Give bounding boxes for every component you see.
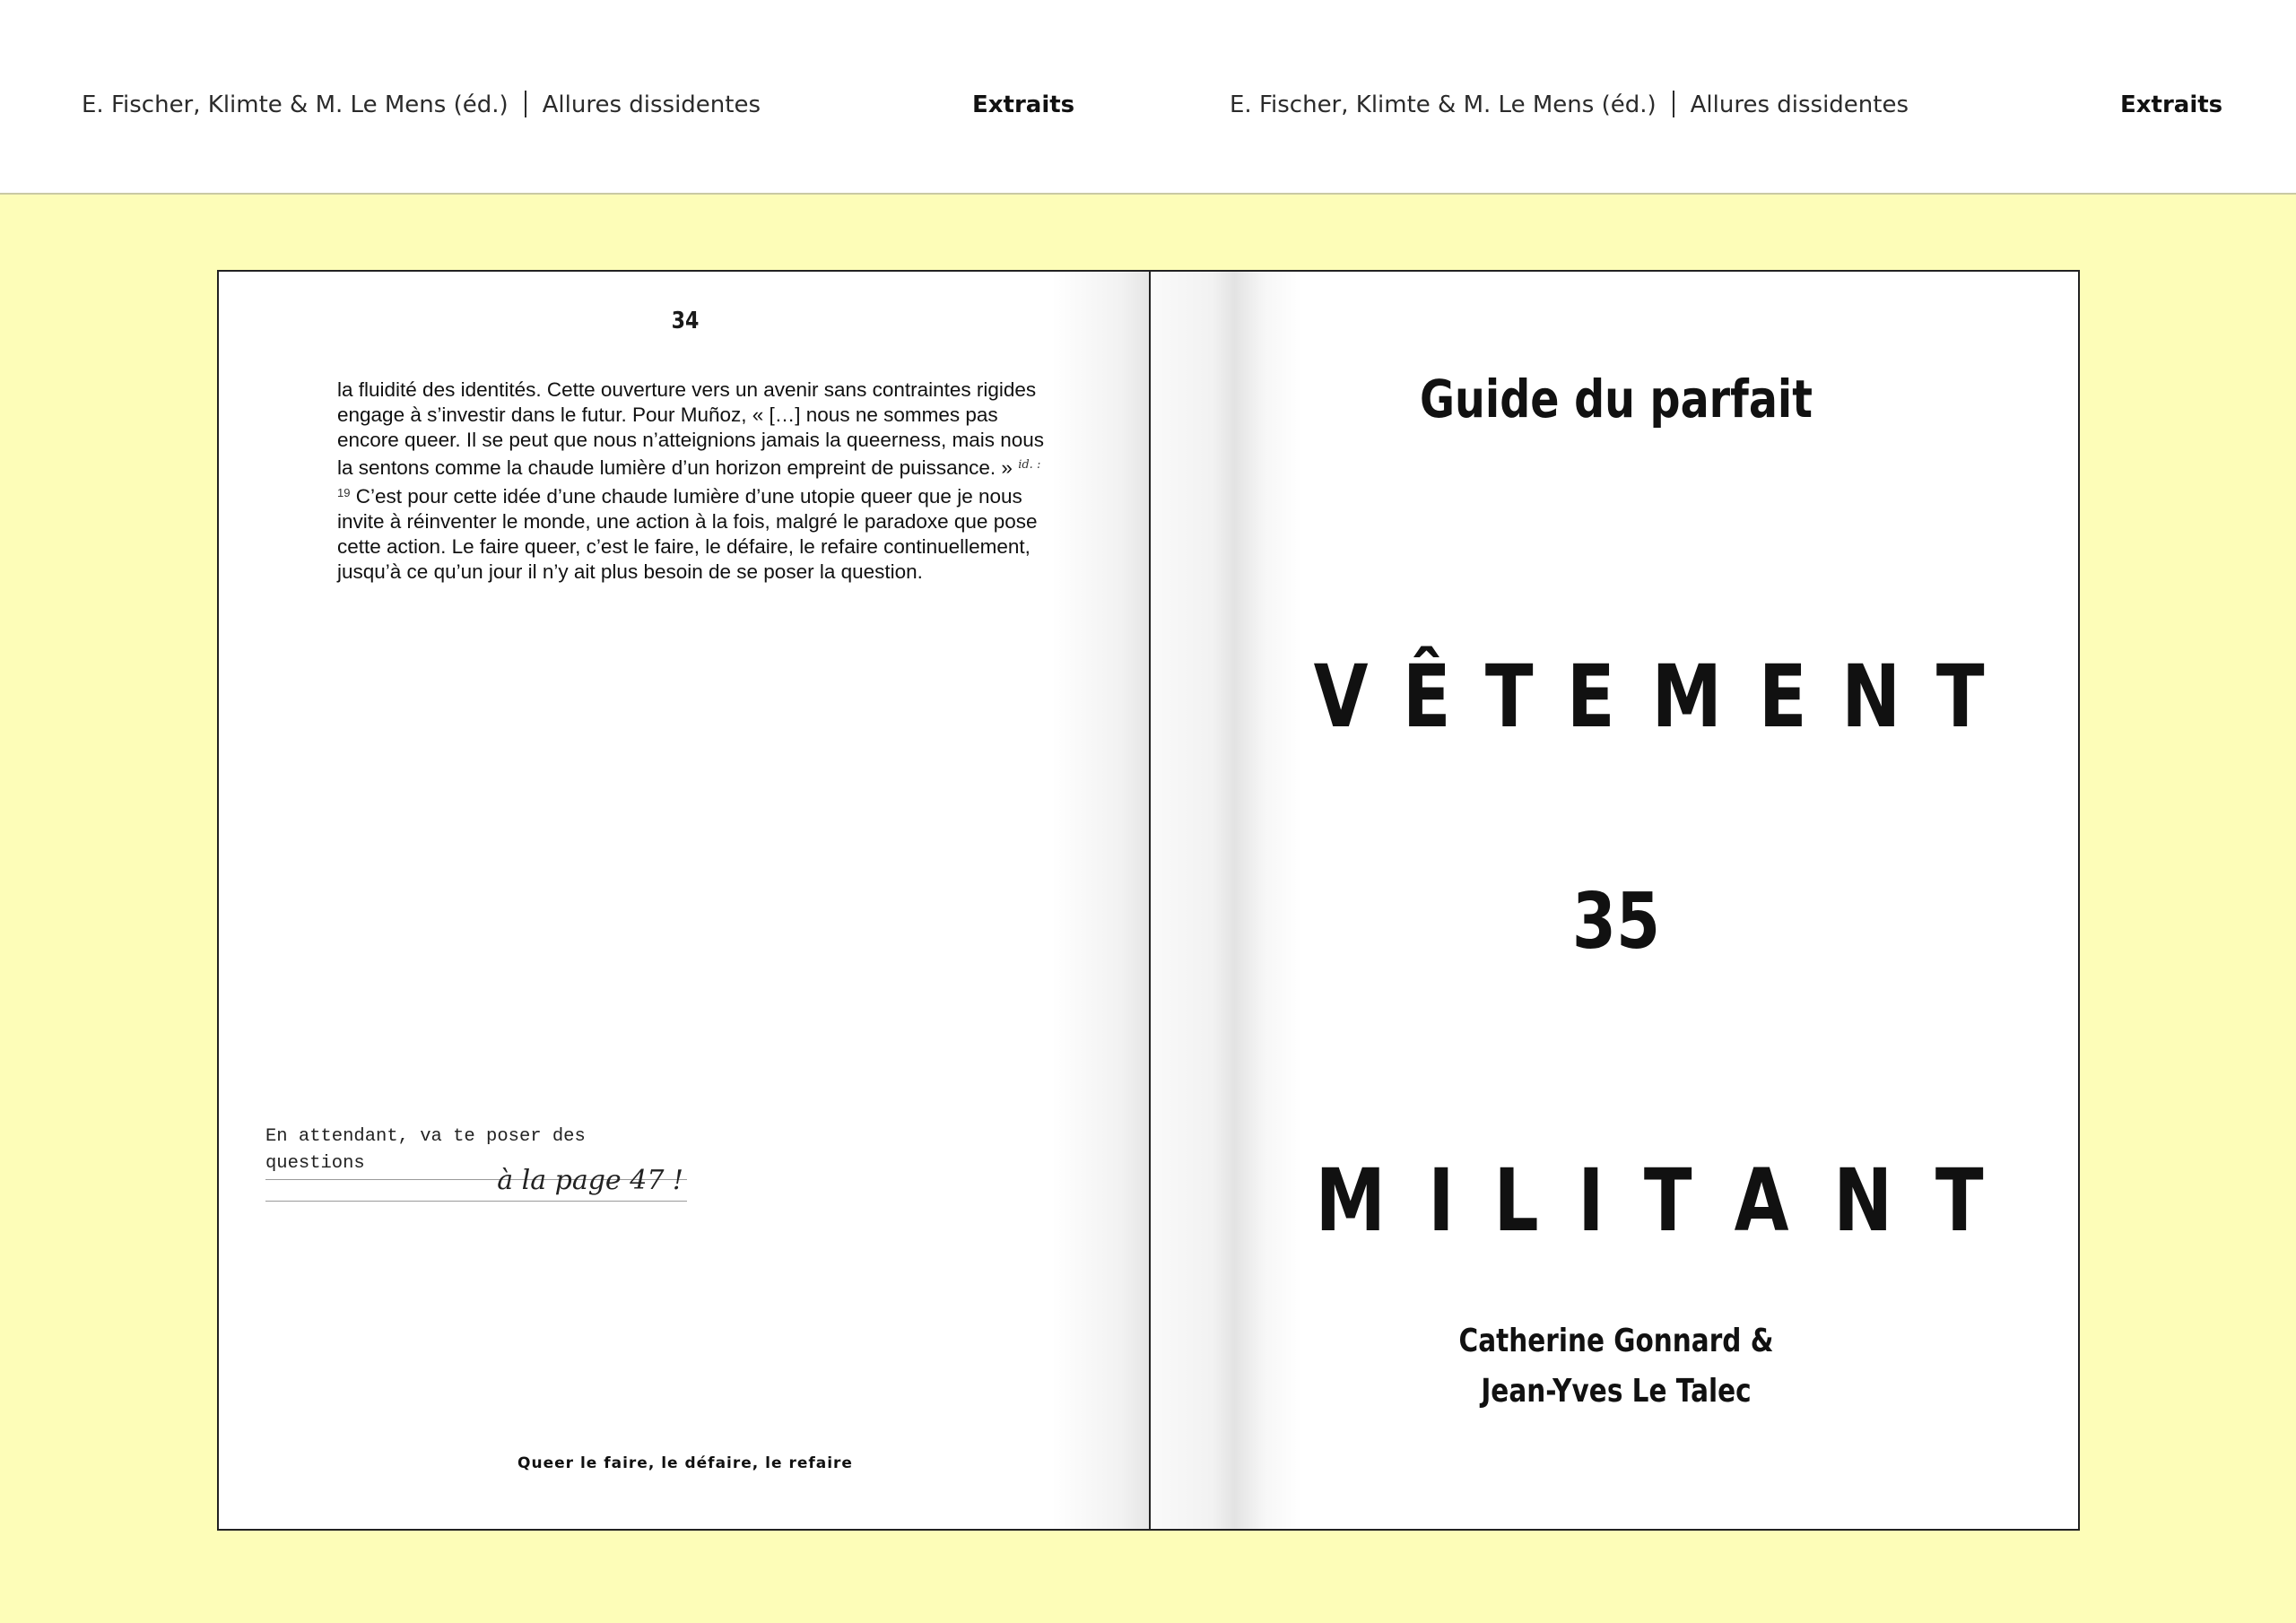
margin-note-handwritten: à la page 47 !	[265, 1161, 687, 1202]
page-number-right: 35	[1571, 877, 1661, 967]
display-letter: M	[1651, 647, 1722, 747]
body-text-part1: la fluidité des identités. Cette ouverture vers un avenir sans contraintes rigides engage à s’investir dans le futur. Pour Muñoz, « […] nous ne sommes pas encore queer. Il se peut que nous n’atteignions jamais la queerness, mais nous la sentons comme la chaude lumière d’un horizon empreint de puissance. »	[337, 378, 1044, 479]
header-right-section: Extraits	[2120, 91, 2223, 118]
header-separator	[525, 91, 526, 117]
display-letter: I	[1427, 1150, 1455, 1251]
display-letter: T	[1643, 1150, 1692, 1251]
display-letter: T	[1935, 1150, 1985, 1251]
display-letter: E	[1758, 647, 1807, 747]
author-line-1: Catherine Gonnard &	[1458, 1323, 1774, 1359]
running-footer: Queer le faire, le défaire, le refaire	[517, 1454, 853, 1472]
header-left-credit	[82, 88, 761, 122]
citation-ref: id. :	[1018, 458, 1041, 472]
author-line-2: Jean-Yves Le Talec	[1481, 1373, 1752, 1410]
display-word-vetement	[1308, 647, 1989, 747]
header-left-title: Allures dissidentes	[542, 91, 761, 118]
header-right-authors: E. Fischer, Klimte & M. Le Mens (éd.)	[1230, 91, 1657, 118]
body-text-part2: C’est pour cette idée d’une chaude lumière d’une utopie queer que je nous invite à réinventer le monde, une action à la fois, malgré le paradoxe que pose cette action. Le faire queer, c’est le faire, le défaire, le refaire continuellement, jusqu’à ce qu’un jour il n’y ait plus besoin de se poser la question.	[337, 485, 1038, 583]
footnote-number: 19	[337, 486, 351, 499]
header-separator	[1673, 91, 1674, 117]
left-page	[217, 270, 1150, 1531]
body-paragraph	[337, 378, 1055, 585]
right-page	[1149, 270, 2080, 1531]
top-header	[0, 0, 2296, 195]
display-letter: N	[1833, 1150, 1893, 1251]
header-right-credit	[1230, 88, 1909, 122]
display-letter: A	[1735, 1150, 1790, 1251]
display-letter: M	[1315, 1150, 1386, 1251]
display-letter: I	[1578, 1150, 1605, 1251]
display-word-militant	[1308, 1150, 1989, 1251]
header-left-authors: E. Fischer, Klimte & M. Le Mens (éd.)	[82, 91, 509, 118]
margin-note-typed: En attendant, va te poser des questions	[265, 1124, 687, 1180]
display-letter: L	[1493, 1150, 1539, 1251]
display-letter: E	[1567, 647, 1616, 747]
header-right-title: Allures dissidentes	[1690, 91, 1909, 118]
display-letter: V	[1313, 647, 1369, 747]
header-left-section: Extraits	[972, 91, 1075, 118]
chapter-authors	[1234, 1316, 1997, 1417]
display-letter: T	[1484, 647, 1534, 747]
chapter-title: Guide du parfait	[1420, 369, 1813, 430]
page-number-left: 34	[671, 308, 700, 334]
display-letter: T	[1935, 647, 1985, 747]
display-letter: N	[1841, 647, 1901, 747]
display-letter: Ê	[1403, 647, 1451, 747]
